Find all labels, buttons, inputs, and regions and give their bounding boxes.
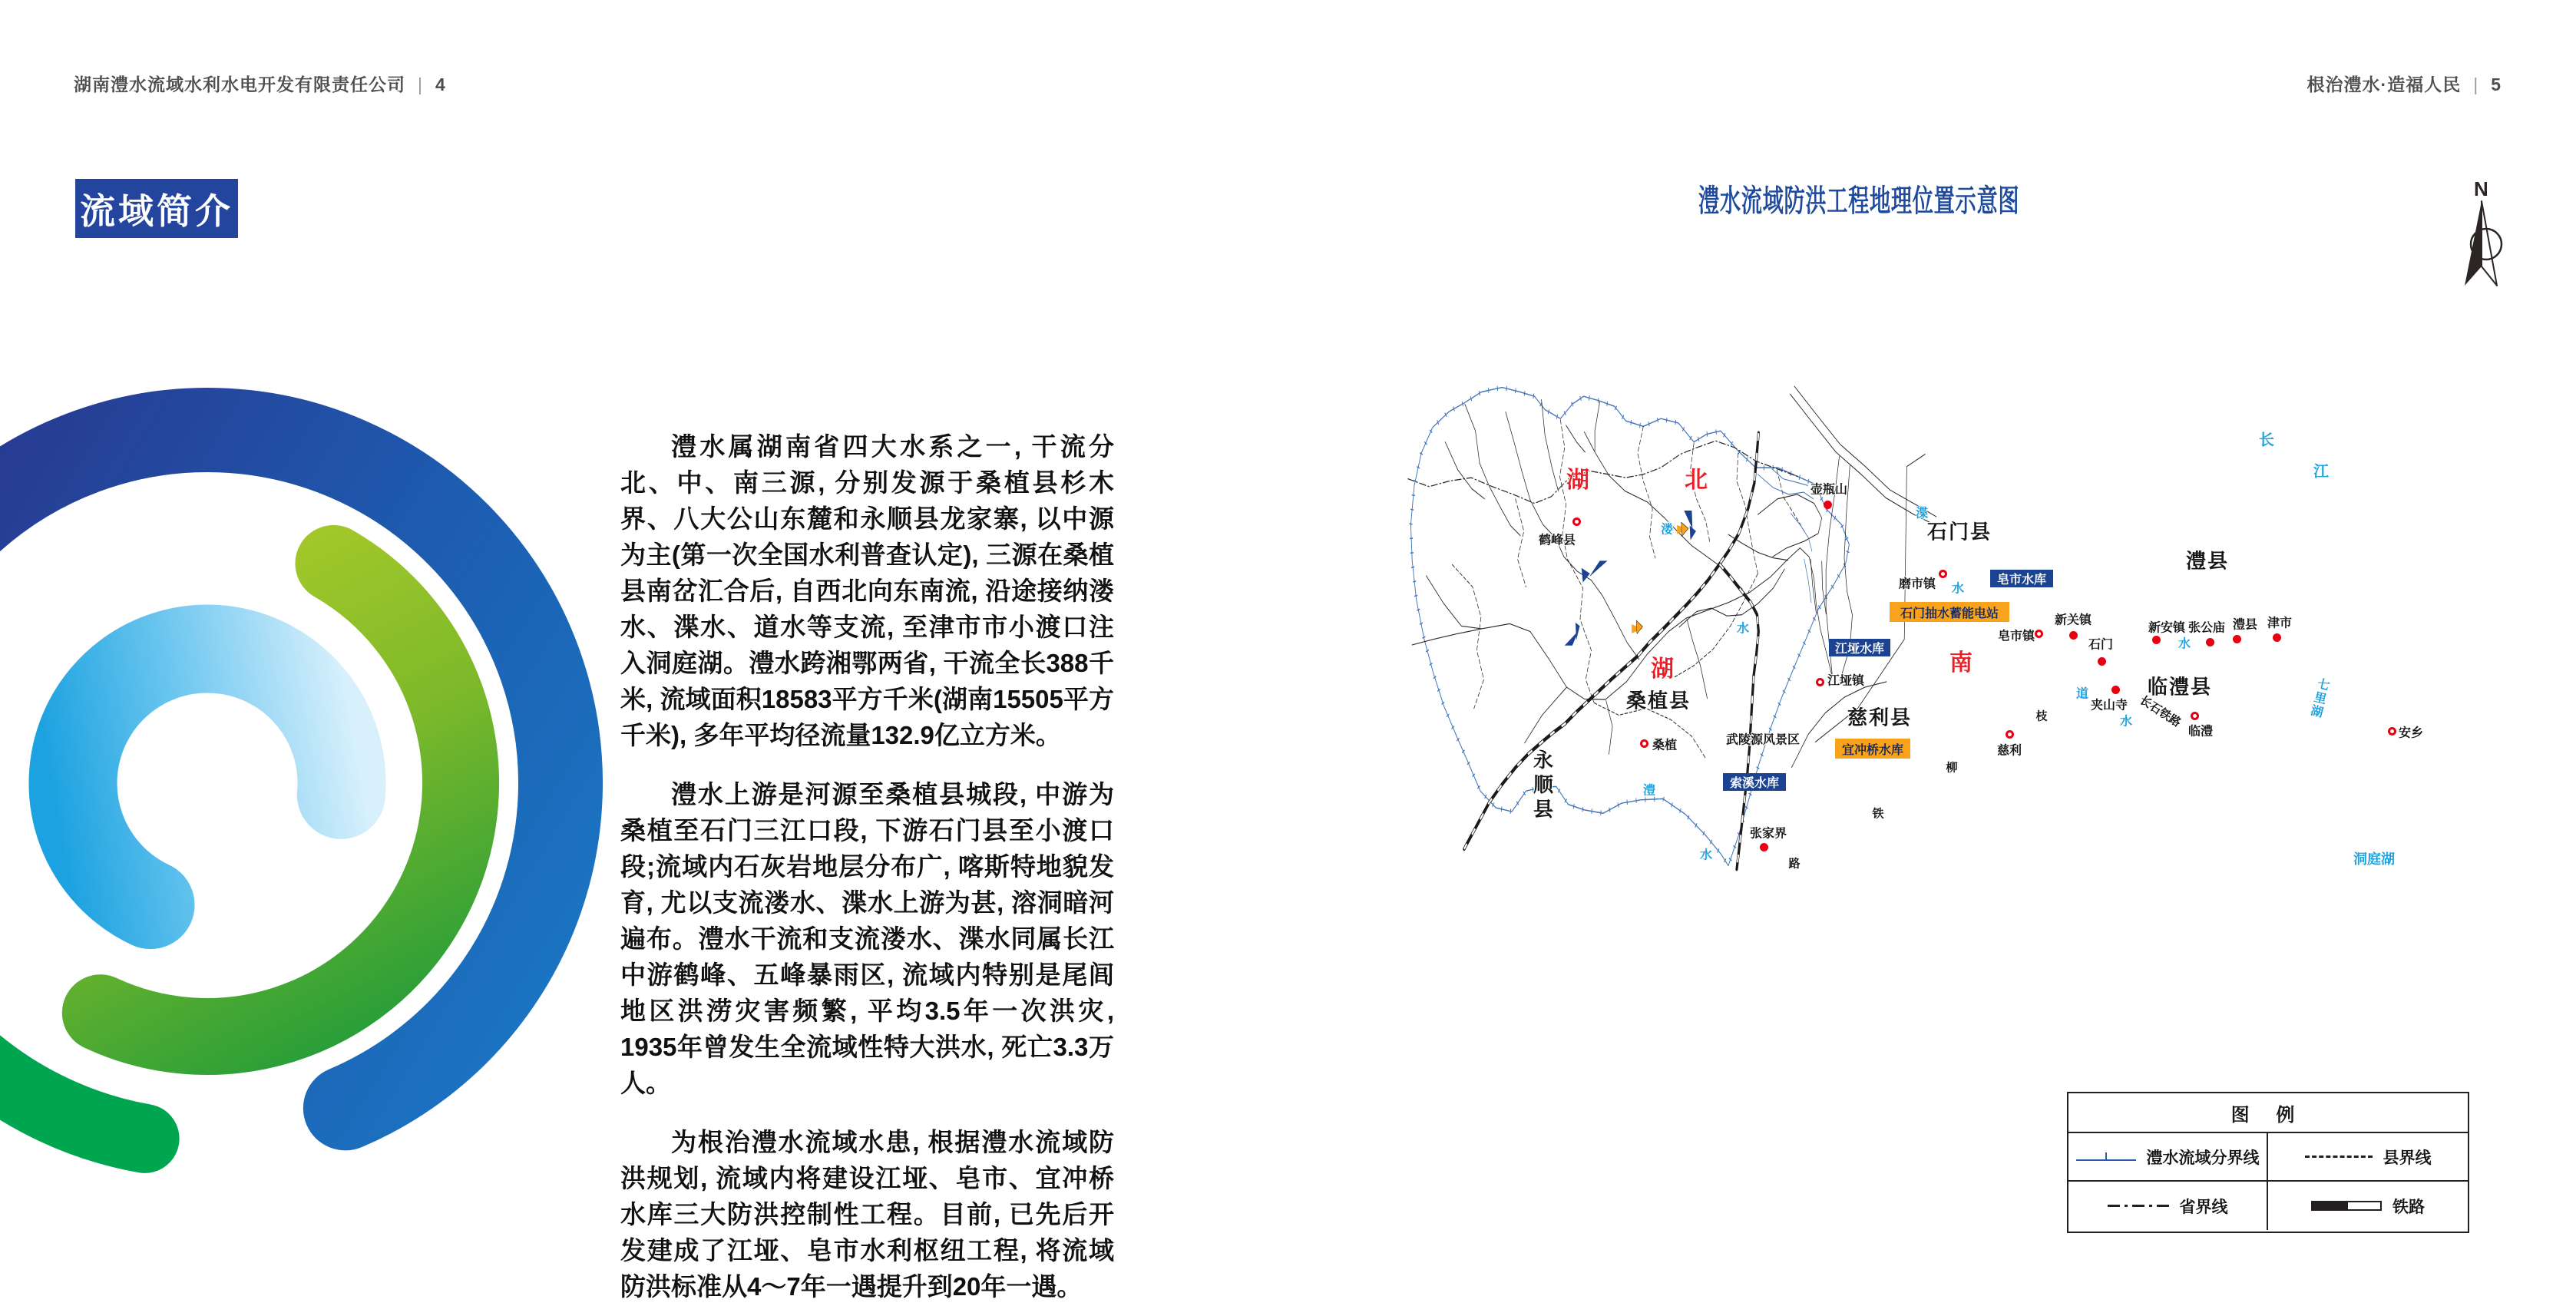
county-label: 桑植县 — [1625, 689, 1691, 713]
town-marker — [1824, 501, 1832, 509]
town-label: 壶瓶山 — [1810, 483, 1848, 497]
logo-swirl — [0, 365, 625, 1202]
river-label-lou: 水 — [1736, 622, 1750, 636]
province-label-hubei: 北 — [1685, 468, 1708, 493]
compass-icon — [2453, 173, 2522, 303]
river-label-xie: 渫 — [1915, 507, 1929, 521]
body-paragraph: 澧水上游是河源至桑植县城段, 中游为桑植至石门三江口段, 下游石门县至小渡口段;流域内石灰岩地层分布广, 喀斯特地貌发育, 尤以支流溇水、渫水上游为甚, 溶洞暗河遍布。澧水干流和支流溇水、渫水同属长江中游鹤峰、五峰暴雨区, 流域内特别是尾闾地区洪涝灾害频繁, 平均3.5年一次洪灾, 1935年曾发生全流域性特大洪水, 死亡3.3万人。 — [620, 780, 1114, 1097]
map-lines — [1397, 307, 2576, 1121]
town-marker — [2388, 727, 2396, 736]
county-label: 永顺县 — [1530, 749, 1554, 823]
river-label-li: 水 — [1699, 848, 1713, 862]
county-label: 慈利县 — [1847, 706, 1913, 729]
company-name: 湖南澧水流域水利水电开发有限责任公司 — [74, 74, 405, 94]
town-label: 石门 — [2088, 638, 2114, 652]
town-marker — [1640, 739, 1648, 748]
basin-boundary-ticks — [1410, 388, 1849, 866]
town-label: 安乡 — [2398, 726, 2424, 740]
page-number-right: 5 — [2491, 74, 2502, 94]
header-separator: | — [2473, 74, 2479, 94]
river-label-lou: 溇 — [1660, 523, 1674, 537]
header-left — [74, 71, 446, 96]
province-label-hunan: 湖 — [1651, 656, 1674, 682]
county-label: 石门县 — [1926, 520, 1992, 544]
callout-jiangya-reservoir: 江垭水库 — [1829, 639, 1890, 656]
river-label-li: 澧 — [1642, 784, 1656, 798]
town-marker — [2152, 636, 2161, 644]
company-logo — [0, 330, 645, 1290]
page-number-left: 4 — [435, 74, 446, 94]
body-text — [620, 428, 1114, 1306]
railway-label-zhiliu: 路 — [1788, 857, 1801, 871]
town-marker — [2111, 686, 2120, 694]
town-label: 桑植 — [1652, 739, 1678, 752]
callout-yichongqiao-reservoir: 宜冲桥水库 — [1835, 739, 1910, 759]
legend-item-basin-boundary: 澧水流域分界线 — [2068, 1133, 2268, 1182]
town-marker — [1939, 570, 1947, 578]
county-label: 临澧县 — [2147, 675, 2213, 699]
callout-zaoshi-reservoir: 皂市水库 — [1990, 570, 2053, 587]
town-label: 新安镇 — [2148, 621, 2186, 635]
town-marker — [2233, 635, 2241, 643]
town-label: 皂市镇 — [1997, 630, 2035, 643]
section-title-badge — [75, 179, 238, 238]
body-paragraph: 澧水属湖南省四大水系之一, 干流分北、中、南三源, 分别发源于桑植县杉木界、八大公山东麓和永顺县龙家寨, 以中源为主(第一次全国水利普查认定), 三源在桑植县南岔汇合后, 自西北向东南流, 沿途接纳溇水、渫水、道水等支流, 至津市市小渡口注入洞庭湖。澧水跨湘鄂两省, 干流全长388千米, 流域面积18583平方千米(湖南15505平方千米), 多年平均径流量132.9亿立方米。 — [620, 432, 1114, 749]
railway-label-changshi: 长石铁路 — [2137, 693, 2184, 730]
town-label: 鹤峰县 — [1538, 534, 1576, 547]
town-marker — [2273, 633, 2281, 642]
legend-item-railway: 铁路 — [2268, 1182, 2468, 1230]
river-label-yangtze: 长 — [2259, 431, 2274, 449]
town-label: 张家界 — [1749, 827, 1787, 841]
river-label-xie: 水 — [1951, 582, 1965, 596]
town-marker — [2035, 630, 2043, 638]
railway-label-zhiliu: 枝 — [2035, 709, 2048, 723]
map-title: 澧水流域防洪工程地理位置示意图 — [1698, 184, 2020, 218]
town-label: 江垭镇 — [1827, 674, 1865, 688]
section-title: 流域简介 — [80, 190, 233, 231]
callout-suoxi-reservoir: 索溪水库 — [1723, 773, 1786, 791]
legend-grid — [2068, 1133, 2468, 1230]
town-marker — [2206, 638, 2214, 646]
river-label-dao: 道 — [2075, 687, 2089, 701]
lake-label-dongting: 洞庭湖 — [2353, 851, 2395, 867]
province-label-hubei: 湖 — [1566, 468, 1589, 493]
town-label: 澧县 — [2232, 618, 2258, 632]
town-label: 夹山寺 — [2090, 699, 2128, 713]
town-marker — [2191, 712, 2199, 720]
body-paragraph: 为根治澧水流域水患, 根据澧水流域防洪规划, 流域内将建设江垭、皂市、宜冲桥水库三大防洪控制性工程。目前, 已先后开发建成了江垭、皂市水利枢纽工程, 将流域防洪标准从4～7年一遇提升到20年一遇。 — [620, 1128, 1114, 1301]
compass-north-label: N — [2474, 177, 2488, 200]
railway-label-zhiliu: 铁 — [1872, 807, 1884, 821]
basin-boundary-symbol — [2076, 1152, 2136, 1162]
legend-item-province-boundary: 省界线 — [2068, 1182, 2268, 1230]
scenic-area-label: 武陵源风景区 — [1725, 733, 1801, 747]
river-label-dao: 水 — [2119, 715, 2133, 729]
province-boundary-symbol — [2108, 1205, 2169, 1207]
river-label-dan: 水 — [2178, 637, 2191, 651]
town-label: 磨市镇 — [1898, 577, 1936, 591]
province-label-hunan: 南 — [1949, 650, 1973, 676]
railway-symbol — [2311, 1201, 2382, 1211]
railway-label-zhiliu: 柳 — [1946, 761, 1958, 775]
header-separator: | — [418, 74, 423, 94]
town-marker — [2069, 631, 2078, 640]
town-label: 张公庙 — [2187, 621, 2226, 635]
town-marker — [2006, 730, 2014, 739]
railway-lines — [1464, 433, 1758, 869]
map-legend — [2067, 1092, 2469, 1233]
town-label: 新关镇 — [2054, 613, 2092, 627]
town-marker — [1816, 678, 1824, 686]
town-label: 津市 — [2267, 617, 2293, 630]
town-label: 慈利 — [1996, 744, 2022, 758]
county-boundary-symbol — [2305, 1156, 2373, 1158]
basin-boundary-line — [1410, 388, 1849, 866]
legend-title: 图 例 — [2068, 1093, 2468, 1133]
town-marker — [1760, 843, 1768, 851]
river-label-yangtze: 江 — [2313, 463, 2329, 481]
town-label: 临澧 — [2187, 725, 2214, 739]
town-marker — [1572, 517, 1581, 526]
lake-label-qilihu: 七里湖 — [2307, 676, 2330, 720]
legend-item-county-boundary: 县界线 — [2268, 1133, 2468, 1182]
slogan: 根治澧水·造福人民 — [2306, 74, 2462, 94]
callout-shimen-pumped-storage: 石门抽水蓄能电站 — [1890, 602, 2009, 622]
province-boundary-line — [1408, 441, 1798, 503]
header-right — [2307, 71, 2502, 96]
town-marker — [2098, 657, 2106, 666]
county-label: 澧县 — [2185, 549, 2230, 573]
stream-lines — [1758, 469, 1813, 603]
